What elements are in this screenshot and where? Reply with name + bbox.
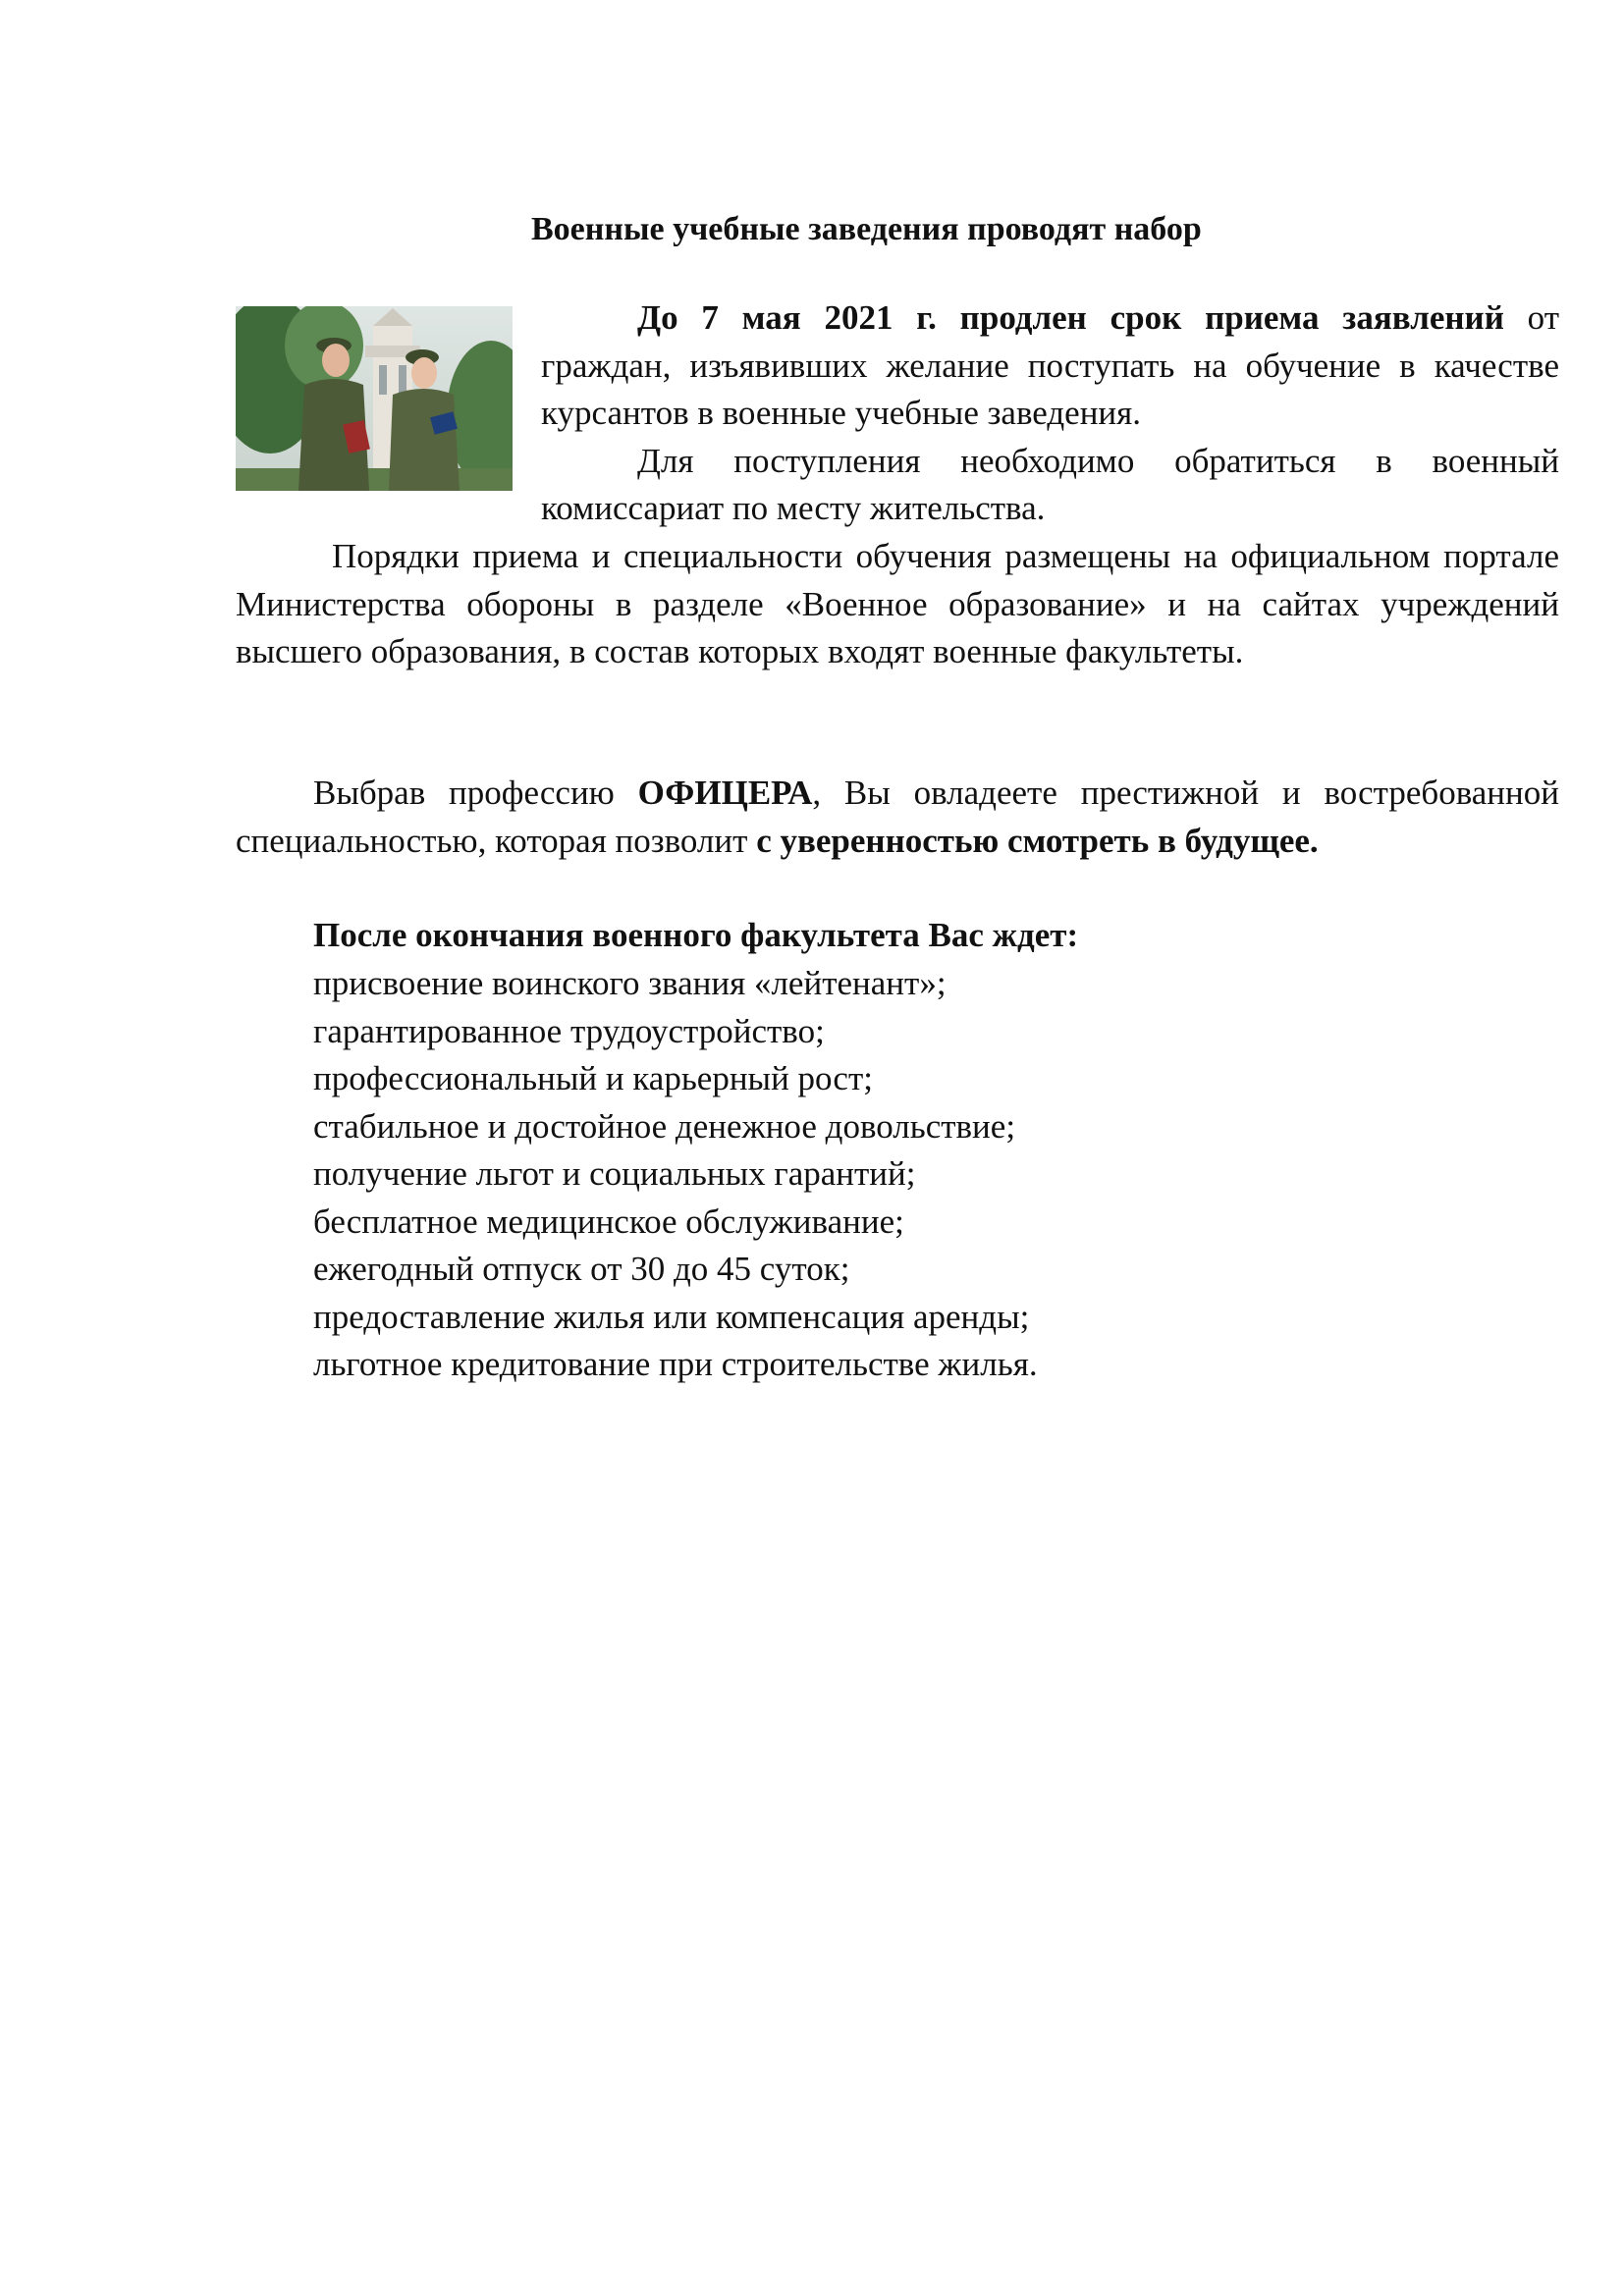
cadets-photo [236, 306, 513, 491]
benefits-title: После окончания военного факультета Вас ждет: [313, 916, 1079, 954]
officer-paragraph [236, 770, 1559, 865]
benefit-item: льготное кредитование при строительстве жилья. [313, 1345, 1038, 1383]
intro-paragraph [541, 294, 1559, 438]
benefit-item: бесплатное медицинское обслуживание; [313, 1201, 904, 1241]
officer-bold-ending: с уверенностью смотреть в будущее. [756, 821, 1319, 860]
officer-text-2: , Вы овладеете престижной и востребованной специальностью, которая позволит [236, 774, 1559, 860]
document-title: Военные учебные заведения проводят набор [531, 211, 1202, 247]
contact-paragraph: Для поступления необходимо обратиться в военный комиссариат по месту жительства. [541, 441, 1559, 527]
benefits-list [313, 960, 1038, 1389]
intro-block [541, 294, 1559, 533]
benefit-item: стабильное и достойное денежное довольствие; [313, 1106, 1016, 1146]
benefit-item: предоставление жилья или компенсация аренды; [313, 1297, 1030, 1336]
benefit-item: ежегодный отпуск от 30 до 45 суток; [313, 1250, 850, 1288]
intro-rest-text: от граждан, изъявивших желание поступать на обучение в качестве курсантов в военные учебные заведения. [541, 298, 1559, 432]
benefit-item: гарантированное трудоустройство; [313, 1011, 825, 1050]
cadets-photo-image [236, 306, 513, 491]
benefit-item: профессиональный и карьерный рост; [313, 1059, 873, 1097]
officer-text-1: Выбрав профессию [313, 774, 638, 812]
benefit-item: получение льгот и социальных гарантий; [313, 1154, 916, 1193]
admission-info-paragraph: Порядки приема и специальности обучения размещены на официальном портале Министерства обороны в разделе «Военное образование» и на сайтах учреждений высшего образования, в состав которых входят военные факультеты. [236, 537, 1559, 670]
benefit-item: присвоение воинского звания «лейтенант»; [313, 964, 947, 1002]
officer-bold-word: ОФИЦЕРА [637, 774, 813, 812]
deadline-text: До 7 мая 2021 г. продлен срок приема заявлений [637, 298, 1504, 337]
officer-block [236, 770, 1559, 865]
info-block [236, 533, 1559, 676]
